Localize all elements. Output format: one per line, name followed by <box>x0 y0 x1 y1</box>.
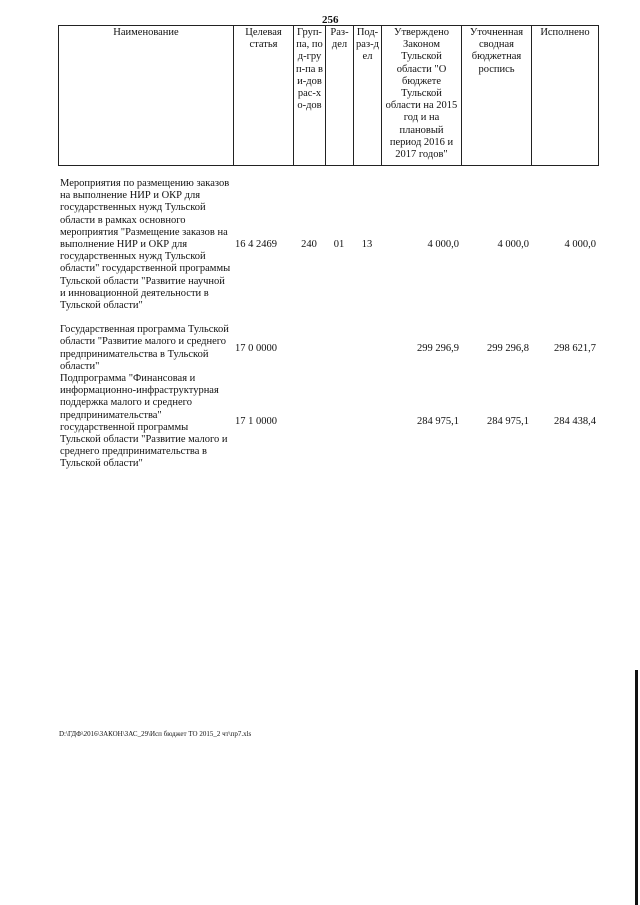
table-row <box>58 178 598 312</box>
row-name: Государственная программа Тульской области "Развитие малого и среднего предпринимательства в Тульской области" <box>60 324 229 372</box>
table-row <box>58 324 598 373</box>
row-section: 01 <box>333 239 345 251</box>
row-subsection <box>353 373 381 471</box>
row-refined: 284 975,1 <box>487 415 529 427</box>
table-body <box>58 178 598 471</box>
row-approved: 299 296,9 <box>417 342 459 354</box>
table-row <box>58 373 598 471</box>
row-subsection: 13 <box>361 239 373 251</box>
row-executed: 284 438,4 <box>554 415 596 427</box>
row-code: 16 4 2469 <box>235 239 277 251</box>
header-section: Раз-дел <box>326 26 354 166</box>
page-number: 256 <box>322 14 339 26</box>
row-approved: 284 975,1 <box>417 415 459 427</box>
row-executed: 298 621,7 <box>554 342 596 354</box>
row-group <box>293 324 325 373</box>
row-group <box>293 373 325 471</box>
table-header <box>58 25 599 166</box>
row-section <box>325 324 353 373</box>
scan-edge-line <box>635 670 638 905</box>
row-group: 240 <box>301 239 317 251</box>
header-executed: Исполнено <box>532 26 599 166</box>
header-refined: Уточненная сводная бюджетная роспись <box>462 26 532 166</box>
header-approved: Утверждено Законом Тульской области "О бюджете Тульской области на 2015 год и на плановый период 2016 и 2017 годов" <box>382 26 462 166</box>
row-code: 17 0 0000 <box>235 342 277 354</box>
header-target: Целевая статья <box>234 26 294 166</box>
header-name: Наименование <box>59 26 234 166</box>
row-code: 17 1 0000 <box>235 415 277 427</box>
row-approved: 4 000,0 <box>427 239 459 251</box>
row-name: Мероприятия по размещению заказов на выполнение НИР и ОКР для государственных нужд Тульской области в рамках основного мероприятия "Размещение заказов на выполнение НИР и ОКР для государственных нужд Тульской области" государственной программы Тульской области "Развитие научной и инновационной деятельности в Тульской области" <box>60 178 231 312</box>
header-subsection: Под-раз-дел <box>354 26 382 166</box>
row-name: Подпрограмма "Финансовая и информационно-инфраструктурная поддержка малого и среднего предпринимательства" государственной программы Тульской области "Развитие малого и среднего предпринимательства в Тульской области" <box>60 373 228 470</box>
header-group: Груп-па, под-груп-па ви-дов рас-хо-дов <box>294 26 326 166</box>
row-section <box>325 373 353 471</box>
row-refined: 299 296,8 <box>487 342 529 354</box>
row-refined: 4 000,0 <box>497 239 529 251</box>
row-executed: 4 000,0 <box>564 239 596 251</box>
file-path-footer: D:\ГДФ\2016\ЗАКОН\ЗАС_29\Исп бюджет ТО 2015_2 чт\пр7.xls <box>59 730 252 738</box>
row-subsection <box>353 324 381 373</box>
